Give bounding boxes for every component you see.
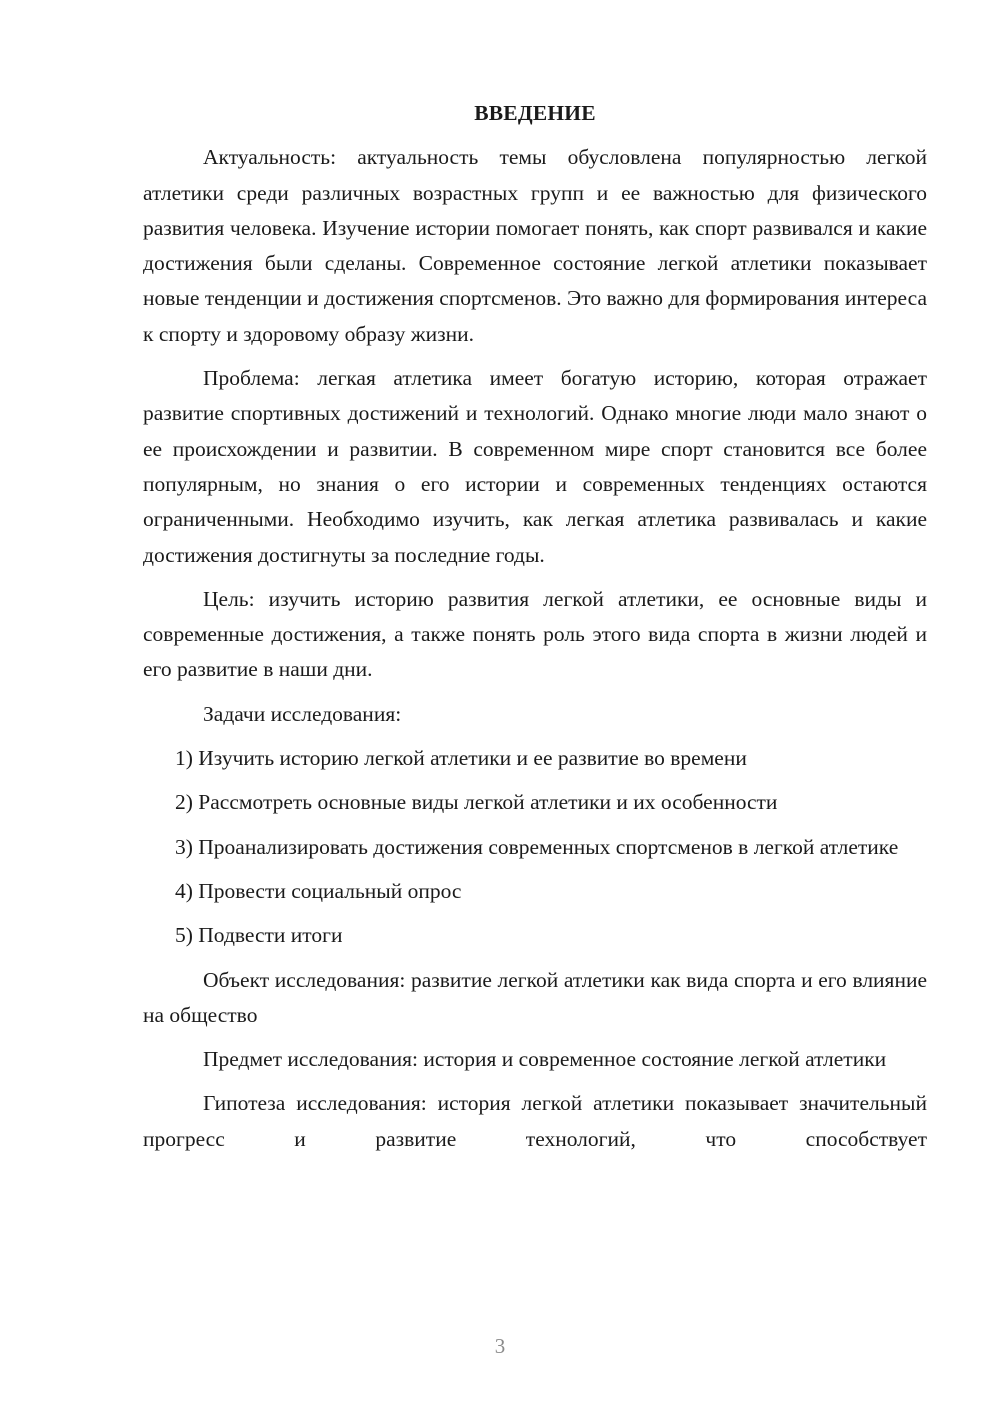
paragraph-subject: Предмет исследования: история и современное состояние легкой атлетики <box>203 1047 887 1072</box>
task-item-1: 1) Изучить историю легкой атлетики и ее развитие во времени <box>175 746 747 771</box>
paragraph-hypothesis: Гипотеза исследования: история легкой атлетики показывает значительный прогресс и развитие технологий, что способствует <box>143 1091 927 1151</box>
task-item-3: 3) Проанализировать достижения современных спортсменов в легкой атлетике <box>175 834 899 859</box>
document-page <box>143 96 927 1166</box>
task-item-5: 5) Подвести итоги <box>175 923 343 948</box>
paragraph-object: Объект исследования: развитие легкой атлетики как вида спорта и его влияние на общество <box>143 967 927 1027</box>
tasks-heading: Задачи исследования: <box>203 701 402 726</box>
paragraph-goal: Цель: изучить историю развития легкой атлетики, ее основные виды и современные достижения, а также понять роль этого вида спорта в жизни людей и его развитие в наши дни. <box>143 586 927 682</box>
task-item-4: 4) Провести социальный опрос <box>175 878 462 903</box>
task-item-2: 2) Рассмотреть основные виды легкой атлетики и их особенности <box>175 790 778 815</box>
paragraph-problem: Проблема: легкая атлетика имеет богатую историю, которая отражает развитие спортивных достижений и технологий. Однако многие люди мало знают о ее происхождении и развитии. В современном мире спорт становится все более популярным, но знания о его истории и современных тенденциях остаются ограниченными. Необходимо изучить, как легкая атлетика развивалась и какие достижения достигнуты за последние годы. <box>143 366 927 567</box>
paragraph-relevance: Актуальность: актуальность темы обусловлена популярностью легкой атлетики среди различных возрастных групп и ее важностью для физического развития человека. Изучение истории помогает понять, как спорт развивался и какие достижения были сделаны. Современное состояние легкой атлетики показывает новые тенденции и достижения спортсменов. Это важно для формирования интереса к спорту и здоровому образу жизни. <box>143 145 927 346</box>
document-title: ВВЕДЕНИЕ <box>474 101 596 125</box>
page-number: 3 <box>494 1334 506 1358</box>
